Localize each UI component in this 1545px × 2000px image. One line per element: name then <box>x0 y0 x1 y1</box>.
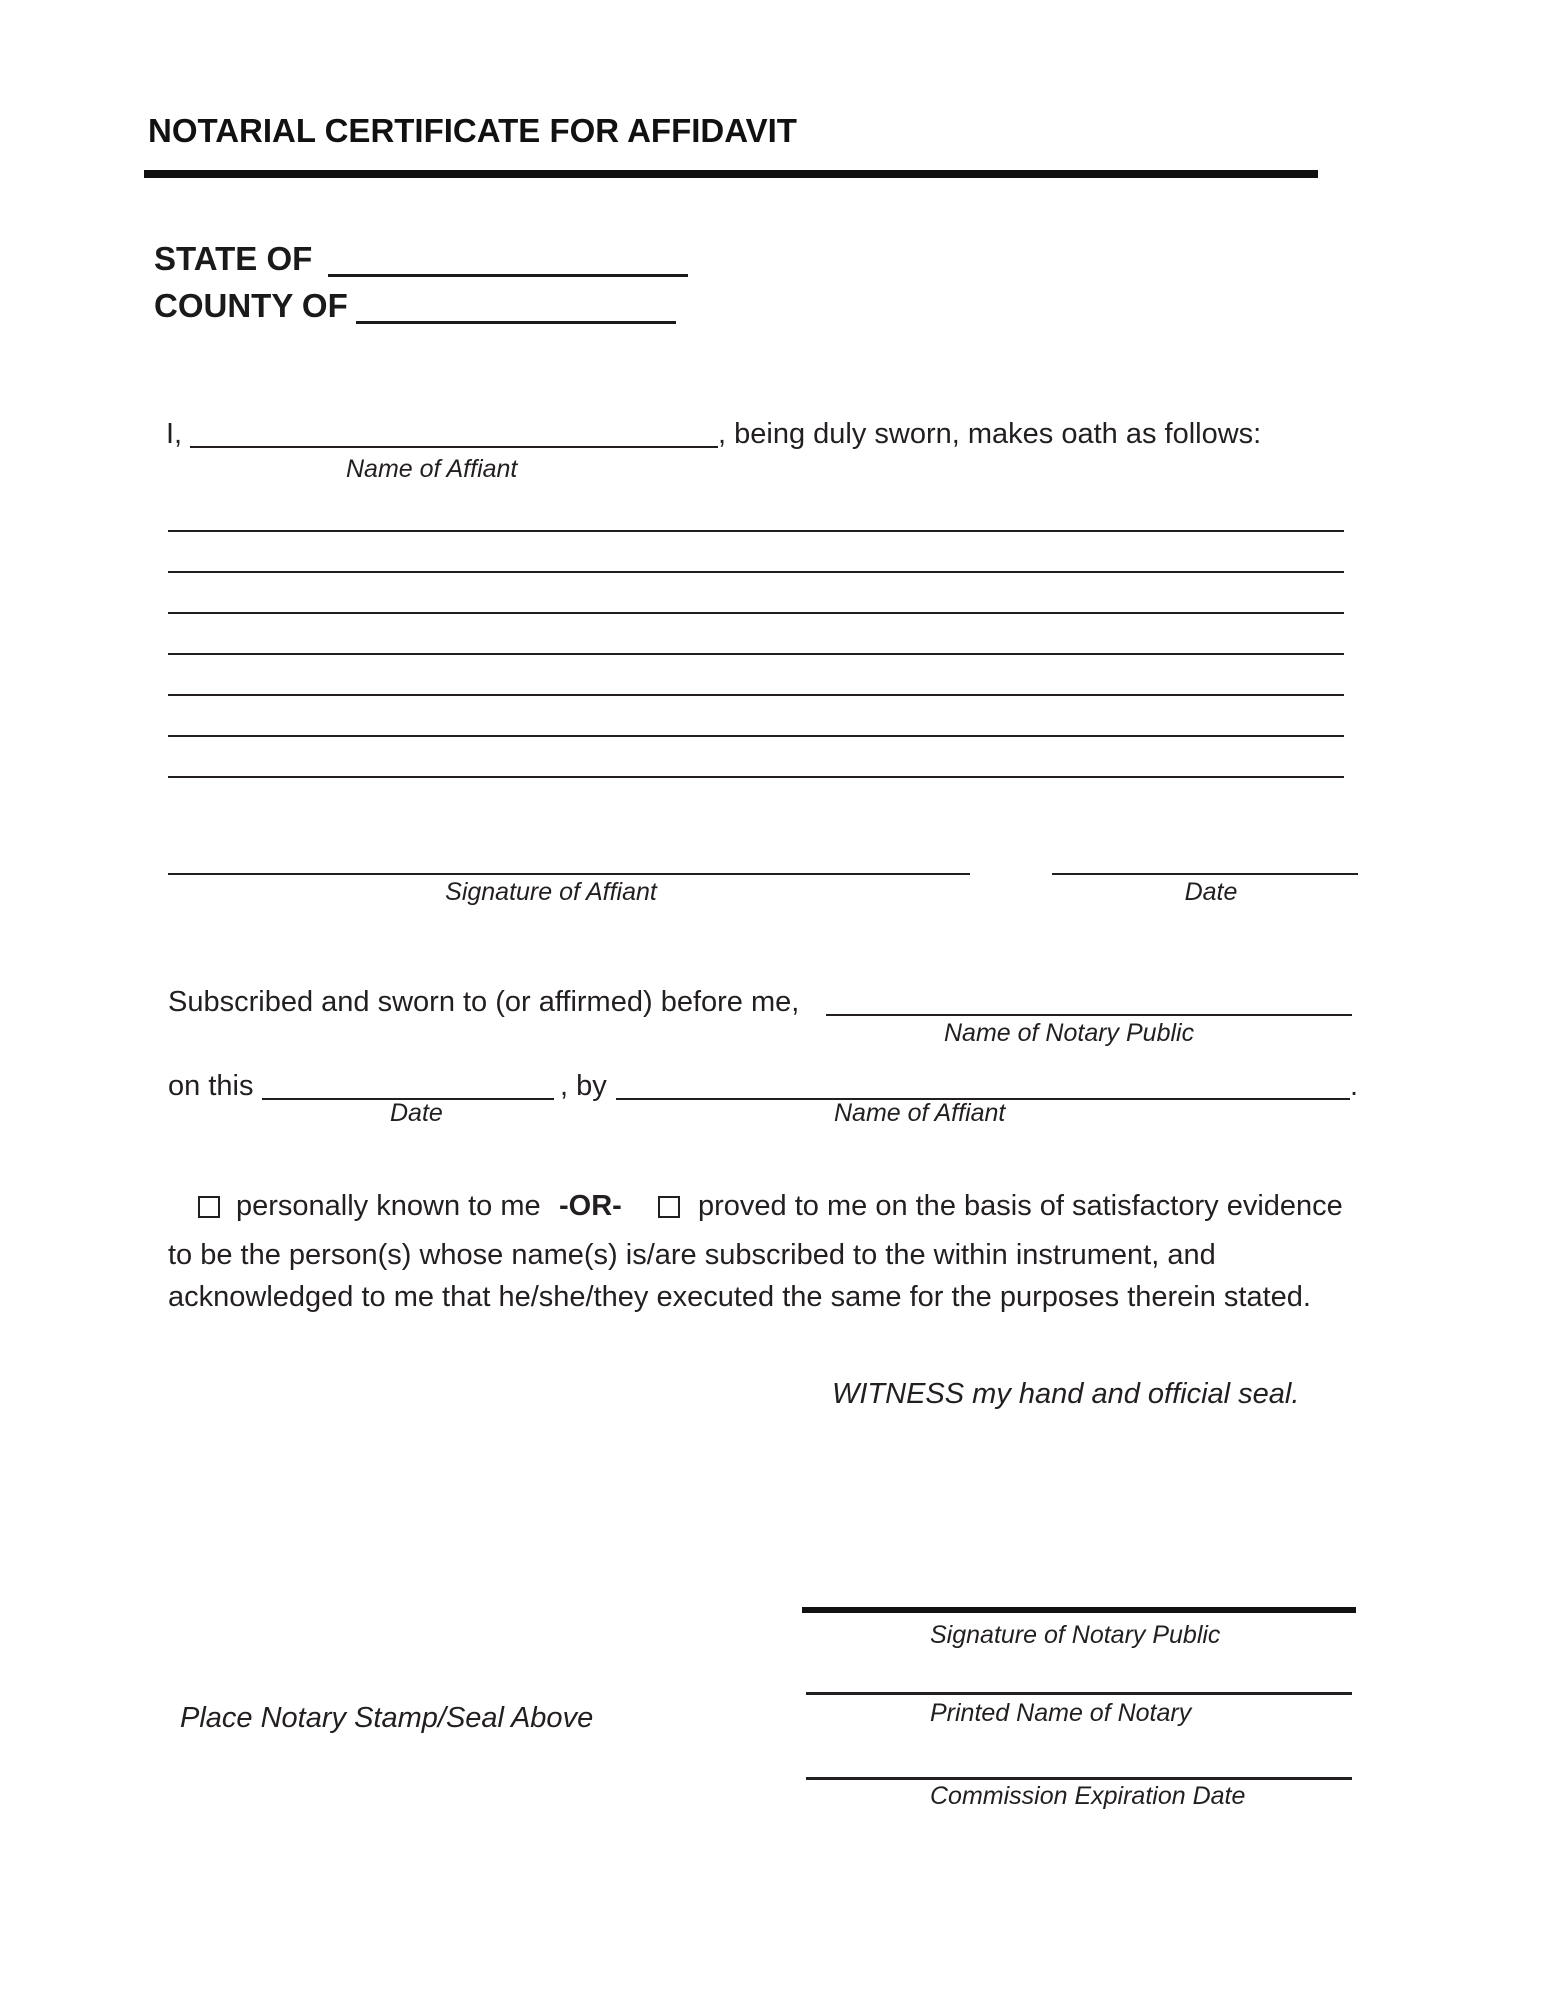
page-title: NOTARIAL CERTIFICATE FOR AFFIDAVIT <box>148 112 797 149</box>
on-this-label: on this <box>168 1070 254 1102</box>
affiant-name-caption: Name of Affiant <box>346 455 518 483</box>
jurat-affiant-caption: Name of Affiant <box>834 1099 1006 1127</box>
jurat-date-caption: Date <box>390 1099 443 1127</box>
jurat-period: . <box>1350 1070 1359 1102</box>
commission-expiration-caption: Commission Expiration Date <box>930 1782 1246 1810</box>
oath-prefix: I, <box>166 418 183 450</box>
satisfactory-evidence-label: proved to me on the basis of satisfactory evidence <box>698 1190 1343 1222</box>
state-field[interactable] <box>328 274 688 277</box>
identification-body-line: acknowledged to me that he/she/they executed the same for the purposes therein stated. <box>168 1281 1311 1313</box>
witness-statement: WITNESS my hand and official seal. <box>832 1378 1300 1410</box>
jurat-text: Subscribed and sworn to (or affirmed) before me, <box>168 986 800 1018</box>
statement-line[interactable] <box>168 530 1344 532</box>
personally-known-label: personally known to me <box>236 1190 541 1222</box>
personally-known-checkbox[interactable] <box>198 1196 220 1218</box>
statement-line[interactable] <box>168 776 1344 778</box>
affiant-signature-field[interactable] <box>168 873 970 875</box>
notary-name-field[interactable] <box>826 1014 1352 1016</box>
statement-line[interactable] <box>168 735 1344 737</box>
statement-line[interactable] <box>168 612 1344 614</box>
title-divider <box>144 170 1318 178</box>
commission-expiration-field[interactable] <box>806 1777 1352 1780</box>
notary-printed-name-field[interactable] <box>806 1692 1352 1695</box>
or-label: -OR- <box>559 1190 622 1222</box>
oath-suffix: , being duly sworn, makes oath as follows: <box>718 418 1262 450</box>
satisfactory-evidence-checkbox[interactable] <box>658 1196 680 1218</box>
statement-line[interactable] <box>168 694 1344 696</box>
notary-printed-name-caption: Printed Name of Notary <box>930 1699 1192 1727</box>
identification-body-line: to be the person(s) whose name(s) is/are subscribed to the within instrument, and <box>168 1239 1216 1271</box>
county-label: COUNTY OF <box>154 287 348 324</box>
notary-signature-caption: Signature of Notary Public <box>930 1621 1221 1649</box>
affiant-date-field[interactable] <box>1052 873 1358 875</box>
statement-line[interactable] <box>168 571 1344 573</box>
seal-instruction: Place Notary Stamp/Seal Above <box>180 1702 594 1734</box>
affiant-name-field[interactable] <box>190 446 718 448</box>
notary-name-caption: Name of Notary Public <box>944 1019 1195 1047</box>
statement-line[interactable] <box>168 653 1344 655</box>
affiant-signature-caption: Signature of Affiant <box>445 878 657 906</box>
affiant-date-caption: Date <box>1184 878 1238 906</box>
notary-signature-field[interactable] <box>802 1607 1356 1613</box>
by-label: , by <box>560 1070 607 1102</box>
county-field[interactable] <box>356 321 676 324</box>
state-label: STATE OF <box>154 240 313 277</box>
